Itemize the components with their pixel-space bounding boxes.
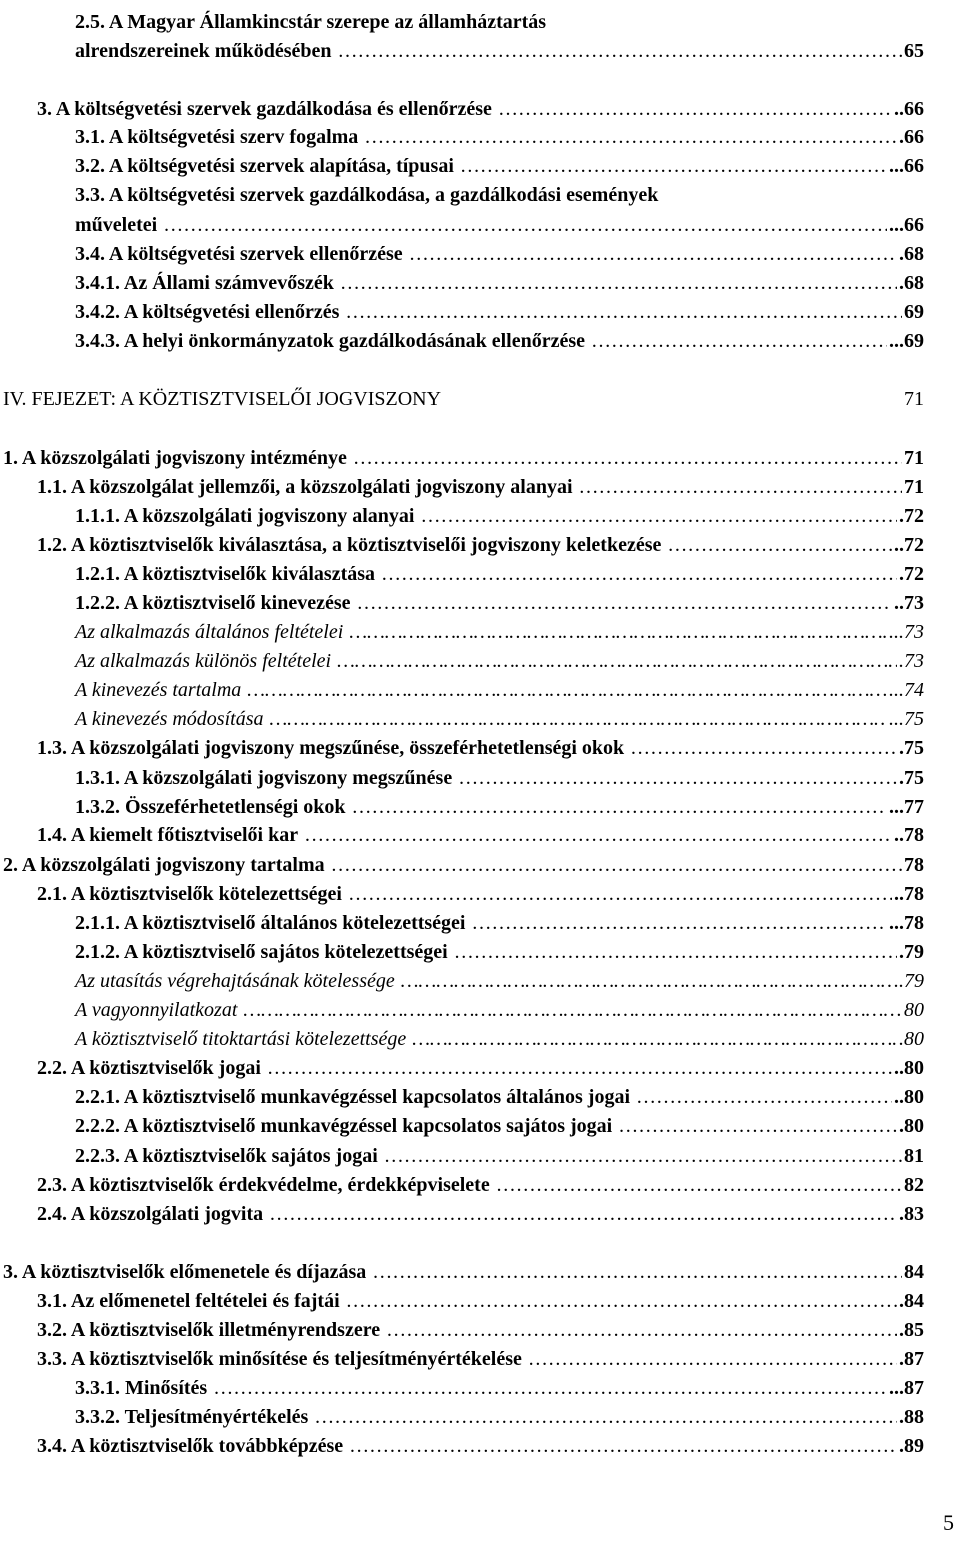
dot-leader [349,1431,897,1461]
dot-leader [472,908,888,938]
toc-entry[interactable] [0,530,960,560]
toc-entry-title: 3.3.1. Minősítés [75,1377,208,1399]
toc-entry[interactable] [0,879,960,909]
toc-entry[interactable] [0,1286,960,1316]
toc-entry-page: .75 [899,767,924,789]
dot-leader [338,36,903,66]
toc-entry[interactable] [0,1402,960,1432]
toc-entry-page: ...78 [889,912,924,934]
toc-entry[interactable] [0,268,960,298]
toc-entry-title: 3. A költségvetési szervek gazdálkodása és ellenőrzése [37,98,492,120]
toc-entry[interactable] [0,1373,960,1403]
dot-leader [454,937,897,967]
toc-entry[interactable] [0,733,960,763]
toc-entry[interactable] [0,646,960,676]
dot-leader [314,1402,897,1432]
dot-leader [340,268,897,298]
toc-entry-title: 3.3. A köztisztviselők minősítése és teljesítményértékelése [37,1348,522,1370]
toc-entry[interactable] [0,122,960,152]
toc-entry-page: 65 [904,40,924,62]
toc-entry-page: ...75 [889,708,924,730]
dot-leader [458,763,897,793]
toc-entry-title: A kinevezés tartalma [75,679,242,701]
toc-entry-page: 78 [904,854,924,876]
dot-leader [381,559,897,589]
toc-entry-page: ..78 [894,883,924,905]
dot-leader [243,995,902,1025]
toc-entry-title: 2.2. A köztisztviselők jogai [37,1057,261,1079]
dot-leader [409,239,897,269]
toc-entry-title: 3.2. A köztisztviselők illetményrendszere [37,1319,381,1341]
toc-entry-title: 3. A köztisztviselők előmenetele és díjazása [3,1261,367,1283]
dot-leader [630,733,897,763]
toc-entry-title: 1.3.2. Összeférhetetlenségi okok [75,796,346,818]
toc-entry[interactable] [0,820,960,850]
toc-entry[interactable] [0,559,960,589]
toc-entry-page: 71 [904,388,924,410]
toc-entry-page: .87 [899,1348,924,1370]
toc-entry-page: .80 [899,1115,924,1137]
toc-entry[interactable] [0,1111,960,1141]
toc-entry[interactable] [0,1257,960,1287]
toc-entry-title: 3.4. A költségvetési szervek ellenőrzése [75,243,403,265]
toc-entry[interactable] [0,1082,960,1112]
dot-leader [304,820,892,850]
toc-entry[interactable] [0,937,960,967]
toc-entry[interactable] [0,239,960,269]
toc-entry-title: 3.4. A köztisztviselők továbbképzése [37,1435,344,1457]
toc-entry-title: 3.4.1. Az Állami számvevőszék [75,272,334,294]
toc-entry[interactable] [0,7,960,37]
dot-leader [163,210,887,240]
toc-entry[interactable] [0,1431,960,1461]
toc-entry[interactable] [0,36,960,66]
toc-entry-title: 2.1.2. A köztisztviselő sajátos kötelezettségei [75,941,448,963]
toc-entry[interactable] [0,443,960,473]
toc-entry-page: .73 [899,650,924,672]
toc-entry[interactable] [0,210,960,240]
toc-entry-title: 2. A közszolgálati jogviszony tartalma [3,854,325,876]
toc-entry-page: .68 [899,272,924,294]
toc-entry-title: 3.4.2. A költségvetési ellenőrzés [75,301,340,323]
dot-leader [386,1315,897,1345]
toc-entry[interactable] [0,472,960,502]
toc-entry-page: ..80 [894,1057,924,1079]
toc-entry-page: 71 [904,476,924,498]
toc-entry[interactable] [0,297,960,327]
toc-entry-title: A köztisztviselő titoktartási kötelezettsége [75,1028,407,1050]
toc-entry-page: ..73 [894,592,924,614]
toc-entry-page: 84 [904,1261,924,1283]
dot-leader [213,1373,887,1403]
dot-leader [384,1141,902,1171]
toc-entry[interactable] [0,94,960,124]
toc-entry-title: 2.4. A közszolgálati jogvita [37,1203,264,1225]
dot-leader [331,850,902,880]
dot-leader [591,326,887,356]
dot-leader [618,1111,897,1141]
toc-entry-title: A vagyonnyilatkozat [75,999,238,1021]
toc-entry-page: ...74 [889,679,924,701]
toc-entry-page: .79 [899,941,924,963]
toc-entry-title: 2.2.2. A köztisztviselő munkavégzéssel kapcsolatos sajátos jogai [75,1115,613,1137]
toc-entry[interactable] [0,588,960,618]
toc-entry-title: 3.1. Az előmenetel feltételei és fajtái [37,1290,340,1312]
toc-entry-title: 3.2. A költségvetési szervek alapítása, típusai [75,155,454,177]
toc-entry-title: 1.4. A kiemelt főtisztviselői kar [37,824,299,846]
toc-entry-title: 3.3. A költségvetési szervek gazdálkodása, a gazdálkodási események [75,184,659,206]
toc-entry-page: .88 [899,1406,924,1428]
toc-entry[interactable] [0,850,960,880]
toc-entry-title: 1.1.1. A közszolgálati jogviszony alanyai [75,505,415,527]
page-number: 5 [943,1510,954,1535]
toc-entry-title: A kinevezés módosítása [75,708,264,730]
toc-entry-page: 81 [904,1145,924,1167]
toc-entry-page: ..72 [894,534,924,556]
toc-entry[interactable] [0,792,960,822]
toc-entry[interactable] [0,326,960,356]
toc-entry-title: Az utasítás végrehajtásának kötelessége [75,970,395,992]
toc-entry-page: .80 [899,1028,924,1050]
dot-leader [496,1170,902,1200]
toc-entry[interactable] [0,617,960,647]
dot-leader [579,472,902,502]
toc-entry-title: Az alkalmazás általános feltételei [75,621,344,643]
dot-leader [528,1344,897,1374]
toc-entry-page: .84 [899,1290,924,1312]
toc-entry-page: .83 [899,1203,924,1225]
dot-leader [401,966,892,996]
toc-entry-title: 1.3.1. A közszolgálati jogviszony megszűnése [75,767,453,789]
toc-entry-page: 71 [904,447,924,469]
dot-leader [460,151,887,181]
toc-entry[interactable] [0,180,960,210]
toc-entry-page: 80 [904,999,924,1021]
toc-entry-page: ..79 [894,970,924,992]
toc-entry-page: .66 [899,126,924,148]
toc-entry-title: 2.2.1. A köztisztviselő munkavégzéssel kapcsolatos általános jogai [75,1086,631,1108]
toc-entry-title: 2.5. A Magyar Államkincstár szerepe az államháztartás [75,11,547,33]
toc-entry-page: ...66 [889,155,924,177]
toc-entry[interactable] [0,151,960,181]
toc-entry-page: .89 [899,1435,924,1457]
toc-entry-page: ..78 [894,824,924,846]
dot-leader [372,1257,902,1287]
toc-entry[interactable] [0,1199,960,1229]
toc-entry-title: 3.1. A költségvetési szerv fogalma [75,126,359,148]
toc-entry-title: alrendszereinek működésében [75,40,332,62]
dot-leader [337,646,897,676]
dot-leader [267,1053,892,1083]
toc-entry-page: ..66 [894,98,924,120]
dot-leader [352,792,887,822]
toc-entry-title: 1.1. A közszolgálat jellemzői, a közszolgálati jogviszony alanyai [37,476,573,498]
toc-entry-page: ...69 [889,330,924,352]
toc-entry-title: 2.3. A köztisztviselők érdekvédelme, érdekképviselete [37,1174,490,1196]
toc-entry-page: ..80 [894,1086,924,1108]
toc-entry[interactable] [0,1024,960,1054]
toc-entry-page: 82 [904,1174,924,1196]
dot-leader [247,675,887,705]
dot-leader [412,1024,897,1054]
toc-entry-title: IV. FEJEZET: A KÖZTISZTVISELŐI JOGVISZONY [3,388,442,410]
toc-entry[interactable] [0,1315,960,1345]
toc-entry-title: 2.2.3. A köztisztviselők sajátos jogai [75,1145,378,1167]
toc-entry-page: ...77 [889,796,924,818]
toc-entry-page: .75 [899,737,924,759]
toc-entry-page: ...73 [889,621,924,643]
dot-leader [349,617,887,647]
dot-leader [357,588,892,618]
toc-entry-title: Az alkalmazás különös feltételei [75,650,332,672]
toc-entry[interactable] [0,501,960,531]
toc-entry-title: 1. A közszolgálati jogviszony intézménye [3,447,347,469]
dot-leader [346,1286,897,1316]
dot-leader [269,1199,897,1229]
dot-leader [364,122,897,152]
toc-entry-title: 2.1.1. A köztisztviselő általános kötelezettségei [75,912,466,934]
toc-entry[interactable] [0,908,960,938]
dot-leader [420,501,897,531]
toc-entry[interactable] [0,384,960,414]
dot-leader [345,297,902,327]
toc-entry-page: .72 [899,505,924,527]
toc-entry-title: 3.4.3. A helyi önkormányzatok gazdálkodásának ellenőrzése [75,330,586,352]
toc-entry-title: 2.1. A köztisztviselők kötelezettségei [37,883,342,905]
dot-leader [667,530,892,560]
dot-leader [348,879,892,909]
toc-entry-page: .68 [899,243,924,265]
toc-entry-title: 3.3.2. Teljesítményértékelés [75,1406,309,1428]
toc-entry[interactable] [0,1053,960,1083]
dot-leader [498,94,892,124]
toc-entry-title: 1.2. A köztisztviselők kiválasztása, a köztisztviselői jogviszony keletkezése [37,534,662,556]
toc-entry[interactable] [0,966,960,996]
toc-entry[interactable] [0,675,960,705]
dot-leader [270,704,888,734]
toc-entry[interactable] [0,1344,960,1374]
toc-entry-title: 1.3. A közszolgálati jogviszony megszűnése, összeférhetetlenségi okok [37,737,625,759]
toc-entry[interactable] [0,1141,960,1171]
toc-entry-title: 1.2.2. A köztisztviselő kinevezése [75,592,351,614]
toc-entry-title: 1.2.1. A köztisztviselők kiválasztása [75,563,376,585]
toc-entry-page: .72 [899,563,924,585]
dot-leader [353,443,902,473]
toc-entry-page: 69 [904,301,924,323]
toc-entry[interactable] [0,704,960,734]
toc-entry-page: ...87 [889,1377,924,1399]
toc-entry[interactable] [0,995,960,1025]
dot-leader [636,1082,892,1112]
toc-entry[interactable] [0,763,960,793]
toc-entry-page: ...66 [889,214,924,236]
toc-entry-title: műveletei [75,214,158,236]
toc-entry-page: .85 [899,1319,924,1341]
toc-entry[interactable] [0,1170,960,1200]
